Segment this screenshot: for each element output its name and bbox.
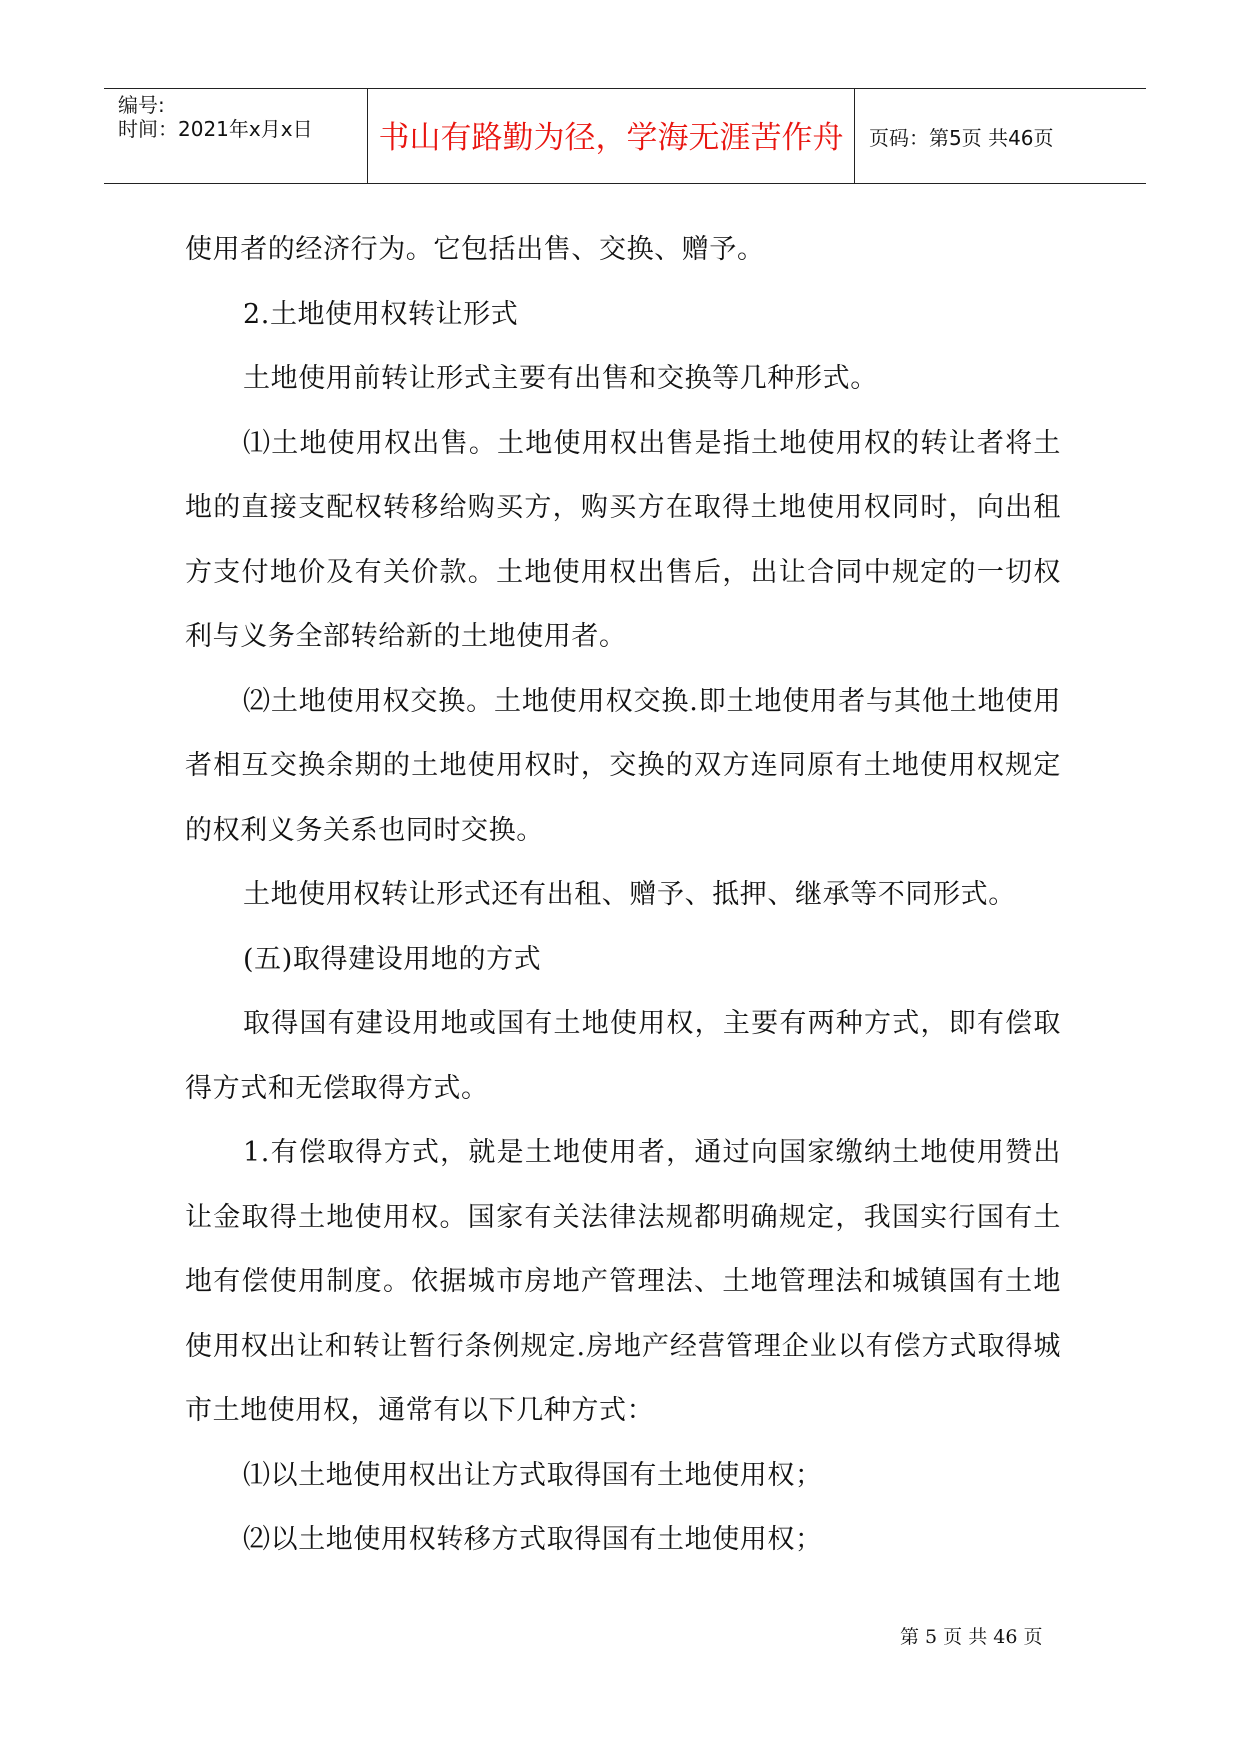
header-meta-cell bbox=[104, 89, 367, 183]
header-page-cell bbox=[855, 89, 1146, 183]
paragraph: 2.土地使用权转让形式 bbox=[243, 298, 519, 330]
paragraph: 1.有偿取得方式，就是土地使用者，通过向国家缴纳土地使用赞出让金取得土地使用权。国家有关法律法规都明确规定，我国实行国有土地有偿使用制度。依据城市房地产管理法、土地管理法和城镇国有土地使用权出让和转让暂行条例规定.房地产经营管理企业以有偿方式取得城市土地使用权，通常有以下几种方式： bbox=[185, 1137, 1061, 1426]
section-heading: (五)取得建设用地的方式 bbox=[243, 943, 542, 975]
document-body bbox=[185, 218, 1061, 1573]
paragraph: 土地使用前转让形式主要有出售和交换等几种形式。 bbox=[243, 363, 878, 394]
header-page-code: 页码：第5页 共46页 bbox=[869, 126, 1054, 150]
paragraph: ⑵以土地使用权转移方式取得国有土地使用权； bbox=[243, 1524, 823, 1555]
paragraph: 使用者的经济行为。它包括出售、交换、赠予。 bbox=[185, 234, 765, 265]
header-motto-cell bbox=[367, 89, 855, 183]
page-header bbox=[104, 88, 1146, 184]
paragraph: ⑴土地使用权出售。土地使用权出售是指土地使用权的转让者将土地的直接支配权转移给购买方，购买方在取得土地使用权同时，向出租方支付地价及有关价款。土地使用权出售后，出让合同中规定的一切权利与义务全部转给新的土地使用者。 bbox=[185, 427, 1061, 652]
paragraph: 取得国有建设用地或国有土地使用权，主要有两种方式，即有偿取得方式和无偿取得方式。 bbox=[185, 1008, 1061, 1104]
paragraph: ⑴以土地使用权出让方式取得国有土地使用权； bbox=[243, 1459, 823, 1491]
paragraph: 土地使用权转让形式还有出租、赠予、抵押、继承等不同形式。 bbox=[243, 879, 1016, 910]
time-label: 时间：2021年x月x日 bbox=[118, 117, 313, 141]
header-motto: 书山有路勤为径，学海无涯苦作舟 bbox=[378, 120, 844, 156]
paragraph: ⑵土地使用权交换。土地使用权交换.即土地使用者与其他土地使用者相互交换余期的土地使用权时，交换的双方连同原有土地使用权规定的权利义务关系也同时交换。 bbox=[185, 685, 1061, 846]
serial-number-label: 编号: bbox=[118, 93, 165, 117]
page-footer: 第 5 页 共 46 页 bbox=[900, 1626, 1043, 1648]
